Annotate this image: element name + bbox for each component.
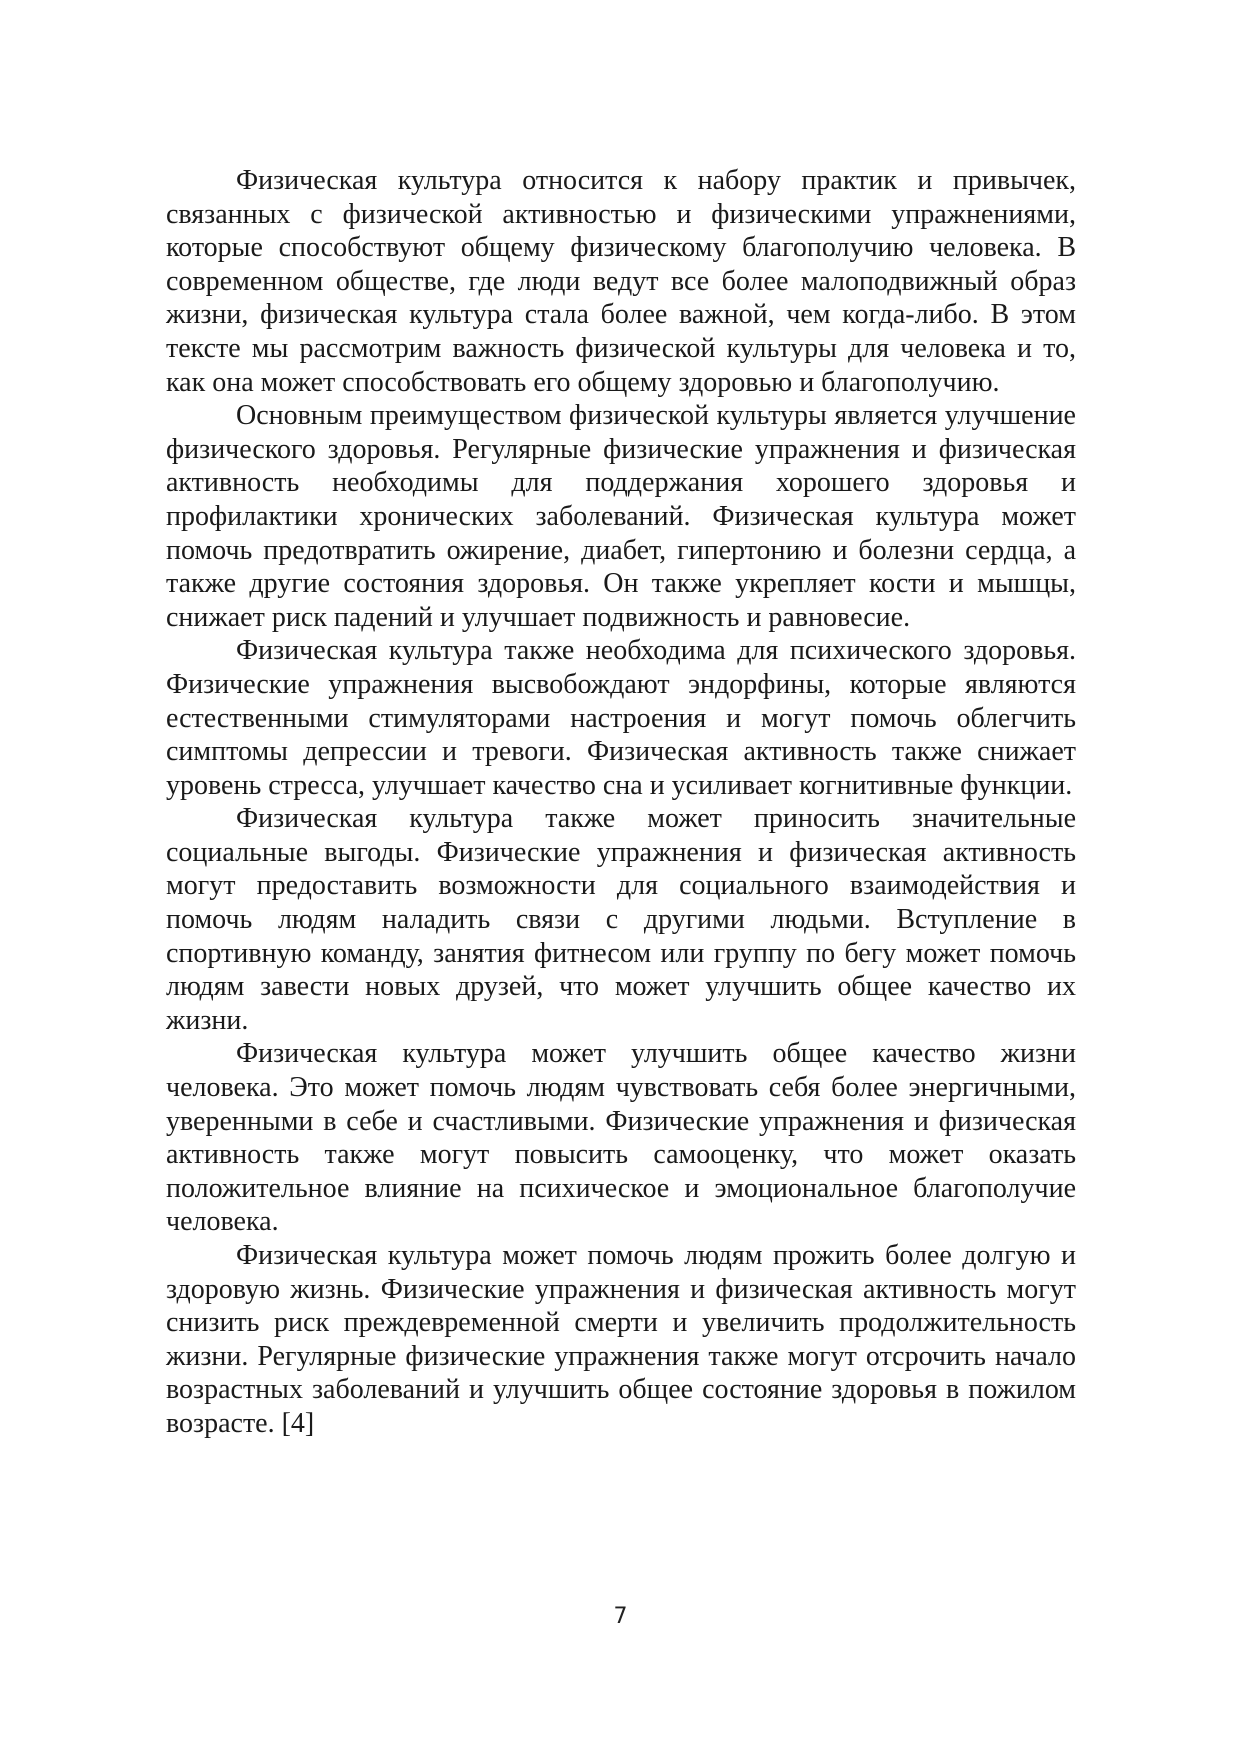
paragraph-quality-of-life: Физическая культура может улучшить общее качество жизни человека. Это может помочь людям чувствовать себя более энергичными, уверенными в себе и счастливыми. Физические упражнения и физическая активность также могут повысить самооценку, что может оказать положительное влияние на психическое и эмоциональное благополучие человека. [166, 1038, 1076, 1238]
page-number: 7 [613, 1604, 628, 1629]
paragraph-longevity: Физическая культура может помочь людям прожить более долгую и здоровую жизнь. Физические упражнения и физическая активность могут снизить риск преждевременной смерти и увеличить продолжительность жизни. Регулярные физические упражнения также могут отсрочить начало возрастных заболеваний и улучшить общее состояние здоровья в пожилом возрасте. [4] [166, 1240, 1076, 1439]
paragraph-mental-health: Физическая культура также необходима для психического здоровья. Физические упражнения высвобождают эндорфины, которые являются естественными стимуляторами настроения и могут помочь облегчить симптомы депрессии и тревоги. Физическая активность также снижает уровень стресса, улучшает качество сна и усиливает когнитивные функции. [166, 635, 1076, 801]
paragraph-social-benefits: Физическая культура также может приносить значительные социальные выгоды. Физические упражнения и физическая активность могут предоставить возможности для социального взаимодействия и помочь людям наладить связи с другими людьми. Вступление в спортивную команду, занятия фитнесом или группу по бегу может помочь людям завести новых друзей, что может улучшить общее качество их жизни. [166, 803, 1076, 1036]
paragraph-intro: Физическая культура относится к набору практик и привычек, связанных с физической активностью и физическими упражнениями, которые способствуют общему физическому благополучию человека. В современном обществе, где люди ведут все более малоподвижный образ жизни, физическая культура стала более важной, чем когда-либо. В этом тексте мы рассмотрим важность физической культуры для человека и то, как она может способствовать его общему здоровью и благополучию. [166, 165, 1076, 398]
paragraph-physical-health: Основным преимуществом физической культуры является улучшение физического здоровья. Регулярные физические упражнения и физическая активность необходимы для поддержания хорошего здоровья и профилактики хронических заболеваний. Физическая культура может помочь предотвратить ожирение, диабет, гипертонию и болезни сердца, а также другие состояния здоровья. Он также укрепляет кости и мышцы, снижает риск падений и улучшает подвижность и равновесие. [166, 400, 1076, 633]
body-text [166, 164, 1076, 1441]
